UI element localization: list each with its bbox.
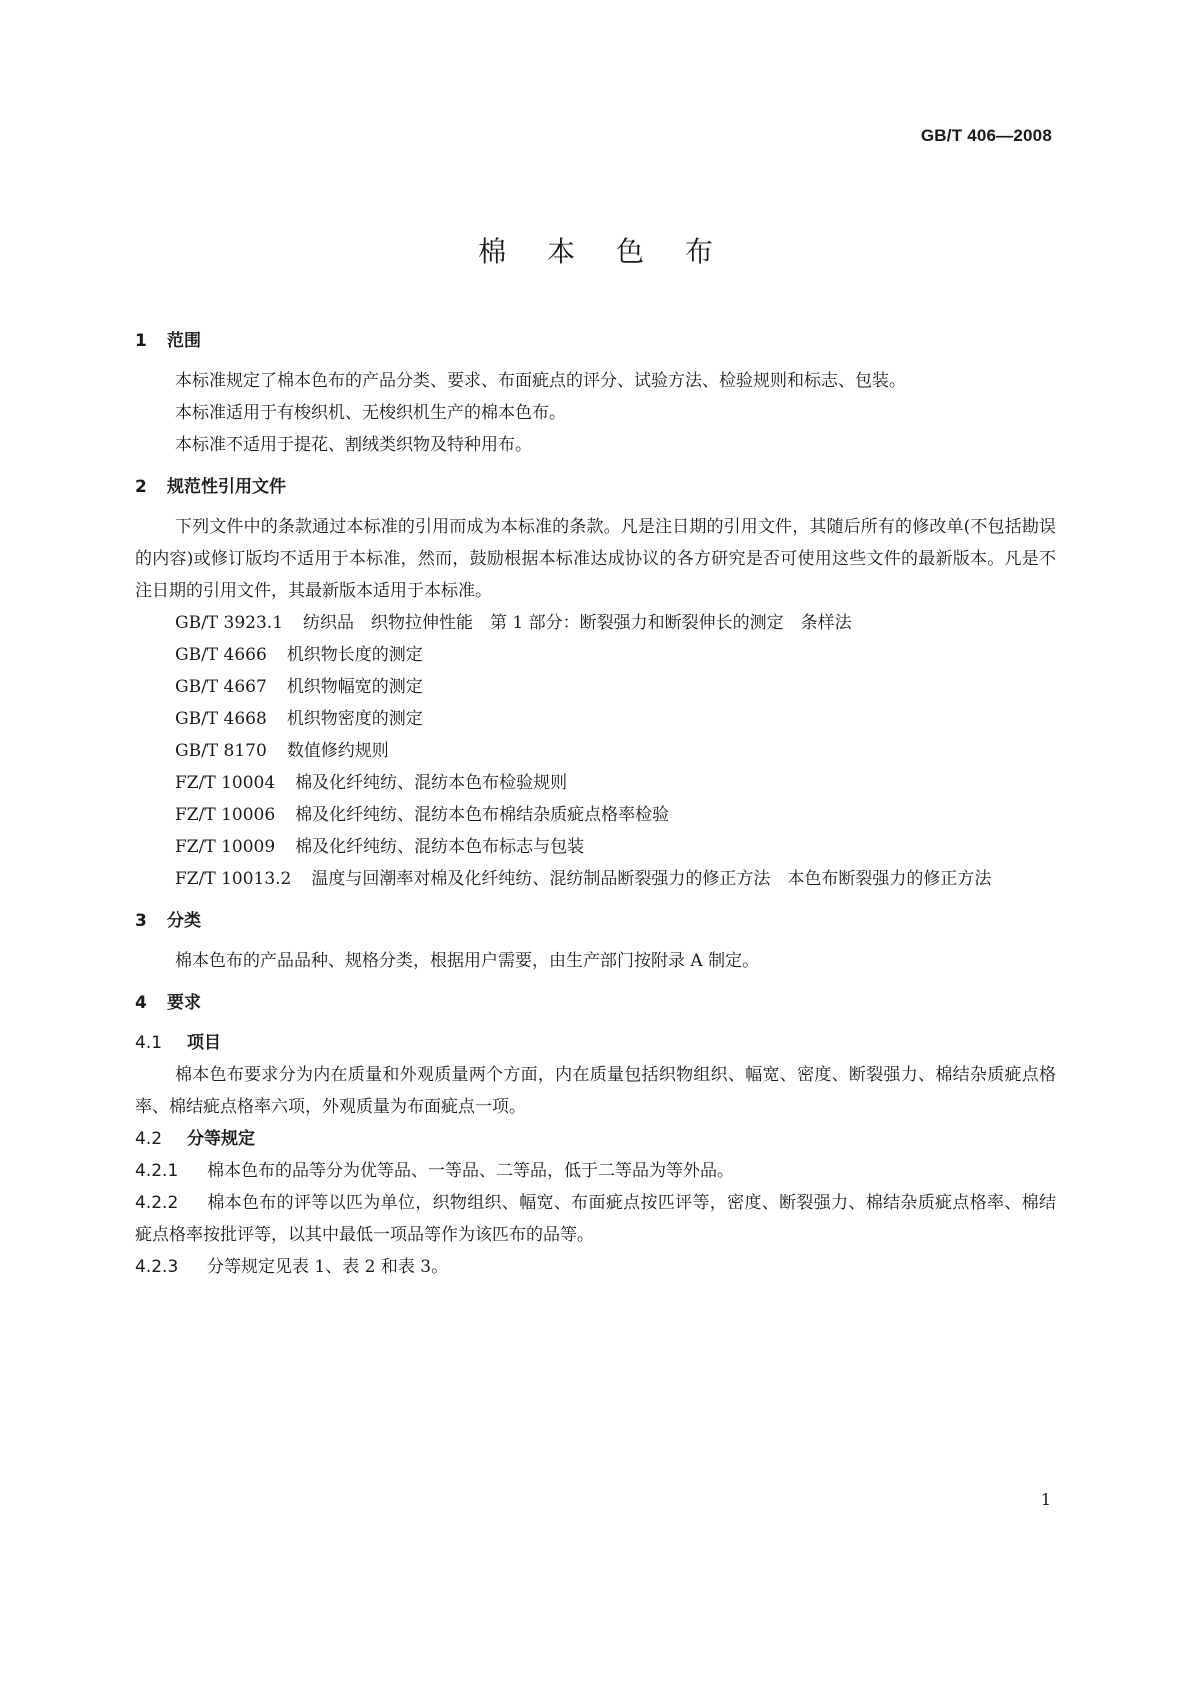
- section-number: 4: [135, 993, 147, 1013]
- section-2-heading: [135, 471, 1056, 503]
- reference-title: 温度与回潮率对棉及化纤纯纺、混纺制品断裂强力的修正方法 本色布断裂强力的修正方法: [311, 869, 992, 889]
- reference-title: 纺织品 织物拉伸性能 第 1 部分：断裂强力和断裂伸长的测定 条样法: [303, 613, 852, 633]
- section-3-heading: [135, 905, 1056, 937]
- reference-title: 机织物长度的测定: [286, 645, 423, 665]
- section-title: 范围: [167, 331, 201, 351]
- clause-text: 分等规定见表 1、表 2 和表 3。: [207, 1257, 449, 1277]
- clause: [135, 1155, 1056, 1187]
- reference-code: FZ/T 10004: [175, 773, 276, 793]
- subsection-4-2-heading: [135, 1123, 1056, 1155]
- reference-code: GB/T 8170: [175, 741, 267, 761]
- subsection-title: 分等规定: [187, 1129, 255, 1149]
- reference-title: 数值修约规则: [286, 741, 389, 761]
- reference-item: [135, 831, 1056, 863]
- reference-item: [135, 799, 1056, 831]
- document-title: 棉 本 色 布: [478, 235, 729, 268]
- clause-number: 4.2.3: [135, 1257, 179, 1277]
- paragraph: 本标准适用于有梭织机、无梭织机生产的棉本色布。: [175, 403, 566, 423]
- reference-title: 机织物密度的测定: [286, 709, 423, 729]
- paragraph: 棉本色布要求分为内在质量和外观质量两个方面，内在质量包括织物组织、幅宽、密度、断裂强力、棉结杂质疵点格率、棉结疵点格率六项，外观质量为布面疵点一项。: [135, 1065, 1056, 1117]
- subsection-title: 项目: [187, 1033, 221, 1053]
- section-number: 3: [135, 911, 147, 931]
- clause-text: 棉本色布的评等以匹为单位，织物组织、幅宽、布面疵点按匹评等，密度、断裂强力、棉结杂质疵点格率、棉结疵点格率按批评等，以其中最低一项品等作为该匹布的品等。: [135, 1193, 1056, 1245]
- reference-code: FZ/T 10006: [175, 805, 276, 825]
- subsection-number: 4.2: [135, 1129, 163, 1149]
- section-title: 要求: [167, 993, 201, 1013]
- reference-item: [135, 607, 1056, 639]
- section-number: 1: [135, 331, 147, 351]
- reference-code: GB/T 4668: [175, 709, 267, 729]
- clause-text: 棉本色布的品等分为优等品、一等品、二等品，低于二等品为等外品。: [207, 1161, 734, 1181]
- paragraph: 棉本色布的产品品种、规格分类，根据用户需要，由生产部门按附录 A 制定。: [175, 951, 760, 971]
- section-1-heading: [135, 325, 1056, 357]
- clause: [135, 1187, 1056, 1251]
- subsection-number: 4.1: [135, 1033, 163, 1053]
- reference-code: GB/T 4667: [175, 677, 267, 697]
- section-4-heading: [135, 987, 1056, 1019]
- document-body: [135, 325, 1056, 1283]
- paragraph: 本标准不适用于提花、割绒类织物及特种用布。: [175, 435, 532, 455]
- section-number: 2: [135, 477, 147, 497]
- reference-code: FZ/T 10013.2: [175, 869, 292, 889]
- reference-item: [135, 671, 1056, 703]
- standard-code: GB/T 406—2008: [920, 126, 1052, 145]
- reference-code: GB/T 4666: [175, 645, 267, 665]
- paragraph: 下列文件中的条款通过本标准的引用而成为本标准的条款。凡是注日期的引用文件，其随后所有的修改单(不包括勘误的内容)或修订版均不适用于本标准，然而，鼓励根据本标准达成协议的各方研究是否可使用这些文件的最新版本。凡是不注日期的引用文件，其最新版本适用于本标准。: [135, 517, 1056, 601]
- reference-title: 棉及化纤纯纺、混纺本色布标志与包装: [295, 837, 585, 857]
- reference-item: [135, 863, 1056, 895]
- reference-item: [135, 703, 1056, 735]
- subsection-4-1-heading: [135, 1027, 1056, 1059]
- reference-item: [135, 735, 1056, 767]
- reference-item: [135, 767, 1056, 799]
- section-title: 规范性引用文件: [167, 477, 286, 497]
- clause-number: 4.2.2: [135, 1193, 179, 1213]
- clause-number: 4.2.1: [135, 1161, 179, 1181]
- paragraph: 本标准规定了棉本色布的产品分类、要求、布面疵点的评分、试验方法、检验规则和标志、包装。: [175, 371, 906, 391]
- reference-title: 棉及化纤纯纺、混纺本色布棉结杂质疵点格率检验: [295, 805, 670, 825]
- reference-title: 机织物幅宽的测定: [286, 677, 423, 697]
- clause: [135, 1251, 1056, 1283]
- reference-code: FZ/T 10009: [175, 837, 276, 857]
- reference-item: [135, 639, 1056, 671]
- page-number: 1: [1040, 1490, 1051, 1509]
- section-title: 分类: [167, 911, 201, 931]
- reference-code: GB/T 3923.1: [175, 613, 284, 633]
- reference-title: 棉及化纤纯纺、混纺本色布检验规则: [295, 773, 568, 793]
